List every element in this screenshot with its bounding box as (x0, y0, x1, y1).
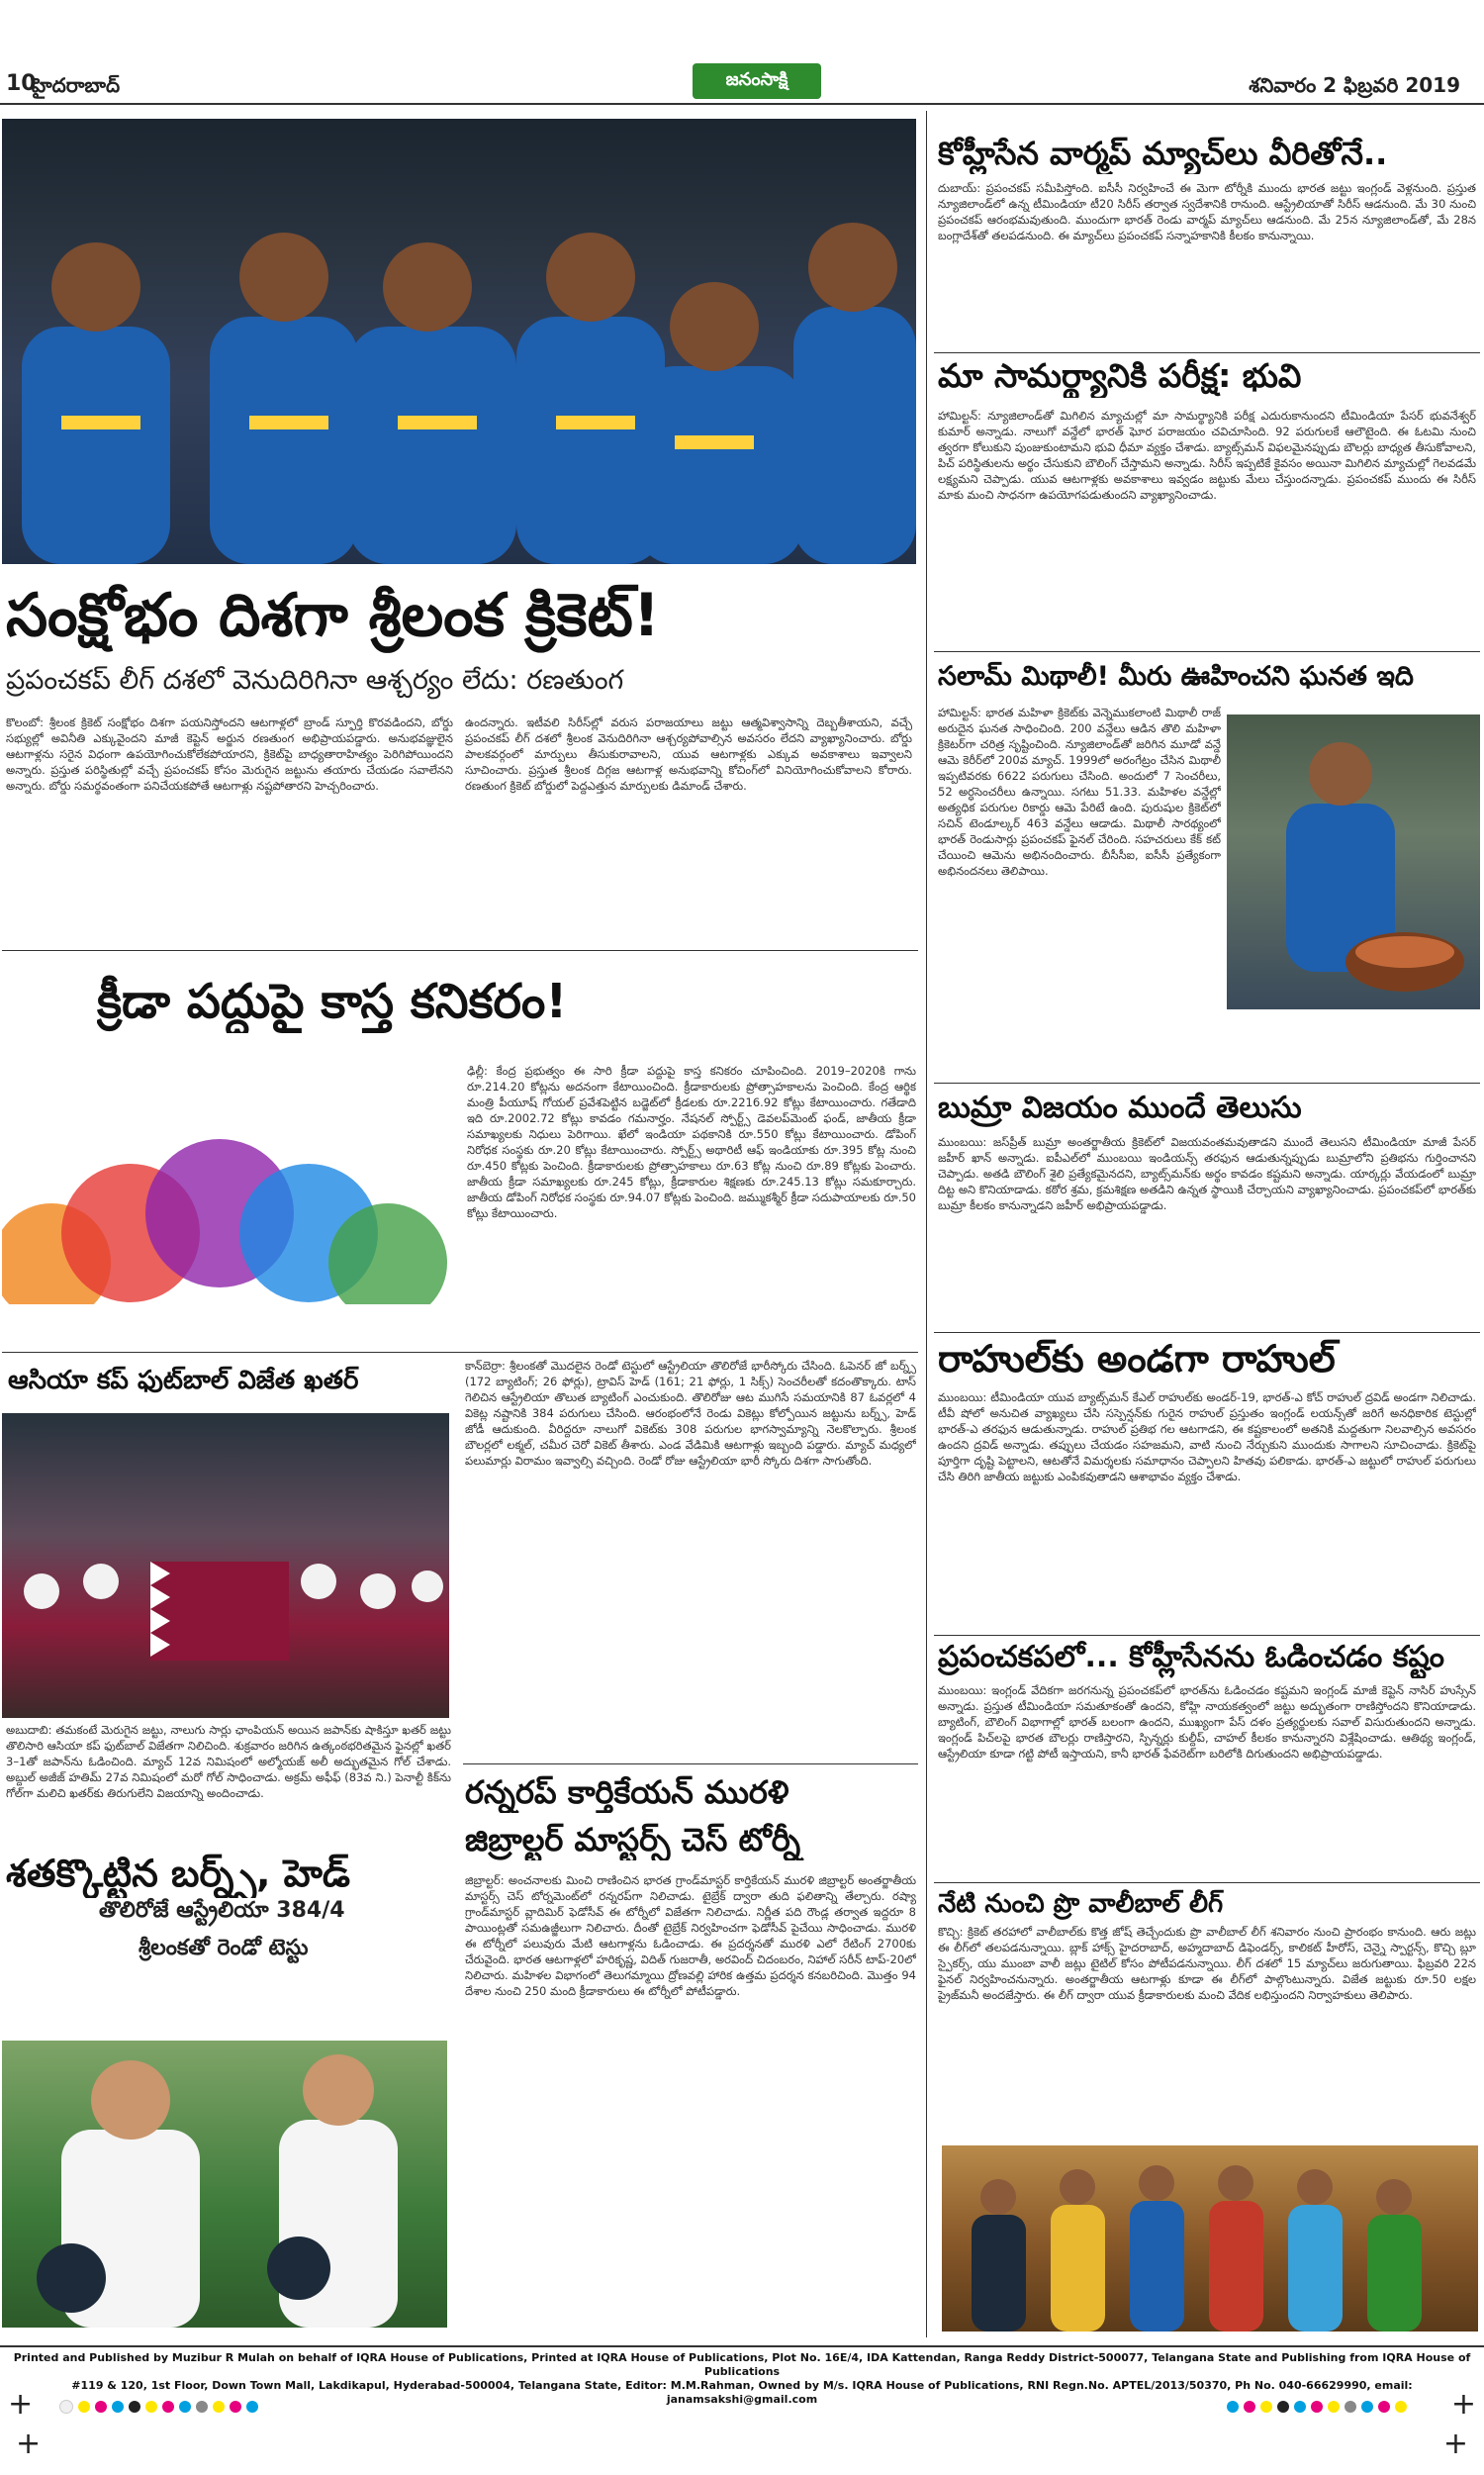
lead-story-col1: కొలంబో: శ్రీలంక క్రికెట్ సంక్షోభం దిశగా పయనిస్తోందని ఆటగాళ్లలో బ్రాండ్ స్ఫూర్తి కొరవడిందని, బోర్డు సభ్యుల్లో అవినీతి ఎక్కువైందని మాజీ కెప్టెన్ అర్జున రణతుంగ అభిప్రాయపడ్డారు. అనుభవజ్ఞులైన ఆటగాళ్లను సరైన విధంగా ఉపయోగించుకోలేకపోయారని, క్రికెట్‌పై బాధ్యతారాహిత్యం పెరిగిపోయిందని అన్నారు. ప్రస్తుత పరిస్థితుల్లో వచ్చే ప్రపంచకప్ కోసం మెరుగైన జట్టును తయారు చేయడం సవాలేనని అన్నారు. బోర్డు సమర్థవంతంగా పనిచేయకపోతే ఆటగాళ్లు నష్టపోతారని హెచ్చరించారు. (6, 715, 453, 793)
bhuvi-rule (934, 651, 1480, 652)
volleyball-players-illustration (942, 2145, 1478, 2332)
chess-rule (463, 1763, 918, 1764)
lead-rule (2, 950, 918, 951)
registration-mark-bottom-left: + (16, 2427, 42, 2461)
imprint-line-1: Printed and Published by Muzibur R Mulah on behalf of IQRA House of Publications, Printed at IQRA House of Publications, Plot No. 16E/4, IDA Kattendan, Ranga Reddy District-500077, Telangana State and Publishing from IQRA House of Publications (13, 2351, 1471, 2378)
rainbow-athletes-illustration (2, 1085, 457, 1332)
mithali-story: హామిల్టన్: భారత మహిళా క్రికెట్‌కు వెన్నెముకలాంటి మిథాలీ రాజ్ అరుదైన ఘనత సాధించింది. 200 వన్డేలు ఆడిన తొలి మహిళా క్రికెటర్‌గా చరిత్ర సృష్టించింది. న్యూజిలాండ్‌తో జరిగిన మూడో వన్డే ఆమె కెరీర్‌లో 200వ మ్యాచ్. 1999లో అరంగేట్రం చేసిన మిథాలీ ఇప్పటివరకు 6622 పరుగులు చేసింది. అందులో 7 సెంచరీలు, 52 అర్ధసెంచరీలు ఉన్నాయి. సగటు 51.33. మహిళల వన్డేల్లో అత్యధిక పరుగుల రికార్డు ఆమె పేరిటే ఉంది. పురుషుల క్రికెట్‌లో సచిన్ టెండూల్కర్ 463 వన్డేలు ఆడాడు. మిథాలీ సారథ్యంలో భారత్ రెండుసార్లు ప్రపంచకప్ ఫైనల్ చేరింది. సహచరులు కేక్ కట్ చేయించి ఆమెను అభినందించారు. బీసీసీఐ, ఐసీసీ ప్రత్యేకంగా అభినందనలు తెలిపాయి. (938, 706, 1221, 878)
qatar-celebration-illustration (2, 1413, 449, 1718)
burns-head-photo (2, 2041, 447, 2328)
batsmen-illustration (2, 2041, 447, 2328)
masthead-logo (693, 63, 821, 99)
chess-story: జిబ్రాల్టర్: అంచనాలకు మించి రాణించిన భారత గ్రాండ్‌మాస్టర్ కార్తికేయన్ మురళి జిబ్రాల్టర్ అంతర్జాతీయ మాస్టర్స్ చెస్ టోర్నమెంట్‌లో రన్నరప్‌గా నిలిచాడు. టైబ్రేక్ ద్వారా తుది ఫలితాన్ని తేల్చారు. రష్యా గ్రాండ్‌మాస్టర్ వ్లాదిమిర్ ఫెడోసీవ్ ఈ టోర్నీలో విజేతగా నిలిచాడు. నిర్ణీత పది రౌండ్ల తర్వాత ఇద్దరూ 8 పాయింట్లతో సమఉజ్జీలుగా నిలిచారు. దీంతో టైబ్రేక్ నిర్వహించగా ఫెడోసీవ్ పైచేయి సాధించాడు. మురళి ఈ టోర్నీలో పలువురు మేటి ఆటగాళ్లను ఓడించాడు. ఈ ప్రదర్శనతో మురళి ఎలో రేటింగ్ 2700కు చేరువైంది. భారత ఆటగాళ్లలో హరికృష్ణ, విదిత్ గుజరాతీ, అరవింద్ చిదంబరం, నిహాల్ సరీన్ టాప్-20లో నిలిచారు. మహిళల విభాగంలో తెలుగమ్మాయి ద్రోణవల్లి హారిక ఉత్తమ ప్రదర్శన కనబరిచింది. మొత్తం 94 దేశాల నుంచి 250 మంది క్రీడాకారులు ఈ టోర్నీలో పోటీపడ్డారు. (465, 1873, 916, 1998)
warmup-headline: కోహ్లీసేన వార్మప్ మ్యాచ్‌లు వీరితోనే.. (938, 135, 1388, 172)
edition-label: హైదరాబాద్ (32, 73, 121, 97)
kohli-wc-headline: ప్రపంచకపలో... కోహ్లీసేనను ఓడించడం కష్టం (938, 1640, 1444, 1674)
volleyball-story: కొచ్చి: క్రికెట్ తరహాలో వాలీబాల్‌కు కొత్త జోష్ తెచ్చేందుకు ప్రొ వాలీబాల్ లీగ్ శనివారం నుంచి ప్రారంభం కానుంది. ఆరు జట్లు ఈ లీగ్‌లో తలపడనున్నాయి. బ్లాక్ హాక్స్ హైదరాబాద్, అహ్మదాబాద్ డిఫెండర్స్, కాలికట్ హీరోస్, చెన్నై స్పార్టన్స్, కొచ్చి బ్లూ స్పైకర్స్, యు ముంబా వాలీ జట్లు టైటిల్ కోసం పోటీపడనున్నాయి. లీగ్ దశలో 15 మ్యాచ్‌లు జరుగుతాయి. ఫిబ్రవరి 22న ఫైనల్ నిర్వహించనున్నారు. అంతర్జాతీయ ఆటగాళ్లు కూడా ఈ లీగ్‌లో పాల్గొంటున్నారు. విజేత జట్టుకు రూ.50 లక్షల ప్రైజ్‌మనీ అందజేస్తారు. ఈ లీగ్ ద్వారా యువ క్రీడాకారులకు మంచి వేదిక లభిస్తుందని నిర్వాహకులు తెలిపారు. (938, 1925, 1476, 2002)
mithali-headline: సలామ్ మిథాలీ! మీరు ఊహించని ఘనత ఇది (938, 661, 1414, 692)
column-divider (926, 111, 927, 2337)
srilanka-players-illustration (2, 119, 916, 564)
mithali-rule (934, 1083, 1480, 1084)
budget-rule (2, 1352, 918, 1353)
lead-story-col2: ఉందన్నారు. ఇటీవలి సిరీస్‌ల్లో వరుస పరాజయాలు జట్టు ఆత్మవిశ్వాసాన్ని దెబ్బతీశాయని, వచ్చే ప్రపంచకప్ లీగ్ దశలో శ్రీలంక వెనుదిరిగినా ఆశ్చర్యపోవాల్సిన అవసరం లేదని వ్యాఖ్యానించారు. బోర్డు పాలకవర్గంలో మార్పులు తీసుకురావాలని, యువ ఆటగాళ్లకు ఎక్కువ అవకాశాలు ఇవ్వాలని సూచించారు. ప్రస్తుత శ్రీలంక దిగ్గజ ఆటగాళ్ల అనుభవాన్ని కోచింగ్‌లో వినియోగించుకోవాలని కోరారు. రణతుంగ క్రికెట్ బోర్డులో పెద్దఎత్తున మార్పులకు డిమాండ్ చేశారు. (465, 715, 912, 793)
bhuvi-headline: మా సామర్థ్యానికి పరీక్ష: భువి (938, 356, 1302, 395)
page-date: శనివారం 2 ఫిబ్రవరి 2019 (1249, 73, 1460, 97)
page-header (0, 0, 1484, 109)
kohli-wc-rule (934, 1882, 1480, 1883)
volleyball-players-photo (942, 2145, 1478, 2332)
bumrah-story: ముంబయి: జస్‌ప్రీత్ బుమ్రా అంతర్జాతీయ క్రికెట్‌లో విజయవంతమవుతాడని ముందే తెలుసని టీమిండియా మాజీ పేసర్ జహీర్ ఖాన్ అన్నాడు. ఐపీఎల్‌లో ముంబయి ఇండియన్స్ తరఫున ఆడుతున్నప్పుడు బుమ్రాలోని ప్రతిభను గుర్తించానని చెప్పాడు. అతడి బౌలింగ్ శైలి ప్రత్యేకమైనదని, బ్యాట్స్‌మన్‌కు అర్థం కావడం కష్టమని అన్నాడు. యార్కర్లు వేయడంలో బుమ్రా దిట్ట అని కొనియాడాడు. కఠోర శ్రమ, క్రమశిక్షణ అతడిని ఉన్నత స్థాయికి చేర్చాయని వ్యాఖ్యానించాడు. ప్రపంచకప్‌లో భారత్‌కు బుమ్రా కీలకం కానున్నాడని జహీర్ అభిప్రాయపడ్డాడు. (938, 1135, 1476, 1212)
budget-story: ఢిల్లీ: కేంద్ర ప్రభుత్వం ఈ సారి క్రీడా పద్దుపై కాస్త కనికరం చూపించింది. 2019–2020కి గాను రూ.214.20 కోట్లను అదనంగా కేటాయించింది. క్రీడాకారులకు ప్రోత్సాహకాలను పెంచింది. కేంద్ర ఆర్థిక మంత్రి పీయూష్ గోయల్ ప్రవేశపెట్టిన బడ్జెట్‌లో క్రీడలకు రూ.2216.92 కోట్లు కేటాయించారు. గతేడాది ఇది రూ.2002.72 కోట్లు కావడం గమనార్హం. నేషనల్ స్పోర్ట్స్ డెవలప్‌మెంట్ ఫండ్, జాతీయ క్రీడా సమాఖ్యలకు నిధులు పెరిగాయి. ఖేలో ఇండియా పథకానికి రూ.550 కోట్లు కేటాయించారు. డోపింగ్ నిరోధక సంస్థకు రూ.20 కోట్లు కేటాయించారు. స్పోర్ట్స్ అథారిటీ ఆఫ్ ఇండియాకు రూ.395 కోట్ల నుంచి రూ.450 కోట్లకు పెంచింది. క్రీడాకారులకు ప్రోత్సాహకాలు రూ.63 కోట్ల నుంచి రూ.89 కోట్లకు పెంచారు. జాతీయ క్రీడా సమాఖ్యలకు రూ.245 కోట్లు, క్రీడాకారుల శిక్షణకు రూ.245.13 కోట్లు సమకూర్చారు. జాతీయ డోపింగ్ నిరోధక సంస్థకు రూ.94.07 కోట్లకు పెంచింది. జమ్ముకశ్మీర్ క్రీడా సదుపాయాలకు రూ.50 కోట్లు కేటాయించారు. (467, 1064, 916, 1220)
lead-subhead: ప్రపంచకప్ లీగ్ దశలో వెనుదిరిగినా ఆశ్చర్యం లేదు: రణతుంగ (6, 665, 624, 696)
registration-mark-bottom-right: + (1442, 2427, 1468, 2461)
rahul-story: ముంబయి: టీమిండియా యువ బ్యాట్స్‌మన్ కేఎల్ రాహుల్‌కు అండర్-19, భారత్-ఎ కోచ్ రాహుల్ ద్రవిడ్ అండగా నిలిచాడు. టీవీ షోలో అనుచిత వ్యాఖ్యలు చేసి సస్పెన్షన్‌కు గురైన రాహుల్ ప్రస్తుతం ఇంగ్లండ్ లయన్స్‌తో జరిగే అనధికారిక టెస్టుల్లో భారత్-ఎ తరఫున ఆడుతున్నాడు. రాహుల్ ప్రతిభ గల ఆటగాడని, ఈ కష్టకాలంలో అతనికి మద్దతుగా నిలవాల్సిన అవసరం ఉందని ద్రవిడ్ అన్నాడు. తప్పులు చేయడం సహజమని, వాటి నుంచి నేర్చుకుని ముందుకు సాగాలని సూచించాడు. క్రికెట్‌పై పూర్తిగా దృష్టి పెట్టాలని, ఆటతోనే విమర్శలకు సమాధానం చెప్పాలని హితవు పలికాడు. భారత్-ఎ జట్టులో రాహుల్ పరుగులు చేసి తిరిగి జాతీయ జట్టుకు ఎంపికవుతాడని ఆశాభావం వ్యక్తం చేశాడు. (938, 1390, 1476, 1483)
qatar-team-photo (2, 1413, 449, 1718)
chess-headline-1: రన్నరప్ కార్తికేయన్ మురళి (465, 1773, 789, 1811)
kohli-wc-story: ముంబయి: ఇంగ్లండ్ వేదికగా జరగనున్న ప్రపంచకప్‌లో భారత్‌ను ఓడించడం కష్టమని ఇంగ్లండ్ మాజీ కెప్టెన్ నాసిర్ హుస్సేన్ అన్నాడు. ప్రస్తుత టీమిండియా సమతూకంతో ఉందని, కోహ్లి నాయకత్వంలో జట్టు అద్భుతంగా రాణిస్తోందని కొనియాడాడు. బ్యాటింగ్, బౌలింగ్ విభాగాల్లో భారత్ బలంగా ఉందని, ముఖ్యంగా పేస్ దళం ప్రత్యర్థులకు సవాల్ విసురుతుందని అన్నాడు. ఇంగ్లండ్ పిచ్‌లపై భారత బౌలర్లు రాణిస్తారని, స్పిన్నర్లు కుల్దీప్, చాహల్ కీలకం కానున్నారని విశ్లేషించాడు. ఆతిథ్య ఇంగ్లండ్, ఆస్ట్రేలియా కూడా గట్టి పోటీ ఇస్తాయని, కానీ భారత్ ఫేవరెట్‌గా బరిలోకి దిగుతుందని అభిప్రాయపడ్డాడు. (938, 1683, 1476, 1761)
bhuvi-story: హామిల్టన్: న్యూజిలాండ్‌తో మిగిలిన మ్యాచుల్లో మా సామర్థ్యానికి పరీక్ష ఎదురుకానుందని టీమిండియా పేసర్ భువనేశ్వర్ కుమార్ అన్నాడు. నాలుగో వన్డేలో భారత్ ఘోర పరాజయం చవిచూసింది. 92 పరుగులకే ఆలౌటైంది. ఈ ఓటమి నుంచి త్వరగా కోలుకుని పుంజుకుంటామని భువి ధీమా వ్యక్తం చేశాడు. బ్యాట్స్‌మన్ విఫలమైనప్పుడు బౌలర్లు బాధ్యత తీసుకోవాలని, పిచ్ పరిస్థితులను అర్థం చేసుకుని బౌలింగ్ చేస్తామని అన్నాడు. సిరీస్ ఇప్పటికే కైవసం అయినా మిగిలిన మ్యాచుల్లో గెలవడమే లక్ష్యమని చెప్పాడు. యువ ఆటగాళ్లకు అవకాశాలు ఇవ్వడం జట్టుకు మేలు చేస్తుందన్నాడు. ప్రపంచకప్ ముందు ఈ సిరీస్ మాకు మంచి సాధనగా ఉపయోగపడుతుందని వ్యాఖ్యానించాడు. (938, 409, 1476, 502)
century-subhead-2: శ్రీలంకతో రెండో టెస్టు (139, 1936, 309, 1960)
mithali-illustration (1227, 714, 1480, 1009)
century-headline: శతక్కొట్టిన బర్న్స్, హెడ్ (6, 1852, 351, 1895)
color-registration-bar-left (59, 2399, 258, 2415)
footer-rule (0, 2345, 1484, 2347)
budget-headline: క్రీడా పద్దుపై కాస్త కనికరం! (97, 974, 568, 1029)
warmup-rule (934, 352, 1480, 353)
athletes-silhouette-image (2, 1085, 457, 1332)
imprint-footer (0, 2351, 1484, 2406)
rahul-rule (934, 1635, 1480, 1636)
page-number: 10 (6, 71, 37, 96)
srilanka-team-photo (2, 119, 916, 564)
bumrah-rule (934, 1332, 1480, 1333)
rahul-headline: రాహుల్‌కు అండగా రాహుల్ (938, 1337, 1336, 1380)
warmup-story: దుబాయ్: ప్రపంచకప్ సమీపిస్తోంది. ఐసీసీ నిర్వహించే ఈ మెగా టోర్నీకి ముందు భారత జట్టు ఇంగ్లండ్ వెళ్లనుంది. ప్రస్తుత న్యూజిలాండ్‌లో ఉన్న టీమిండియా టీ20 సిరీస్ తర్వాత స్వదేశానికి రానుంది. ఆస్ట్రేలియాతో సిరీస్ ఆడనుంది. మే 30 నుంచి ప్రపంచకప్ ఆరంభమవుతుంది. ముందుగా భారత్ రెండు వార్మప్ మ్యాచ్‌లు ఆడనుంది. మే 25న న్యూజిలాండ్‌తో, మే 28న బంగ్లాదేశ్‌తో తలపడనుంది. ఈ మ్యాచ్‌లు ప్రపంచకప్ సన్నాహకానికి కీలకం కానున్నాయి. (938, 181, 1476, 242)
registration-mark-right: + (1450, 2387, 1476, 2422)
lead-headline: సంక్షోభం దిశగా శ్రీలంక క్రికెట్! (6, 581, 661, 650)
century-subhead-1: తొలిరోజే ఆస్ట్రేలియా 384/4 (99, 1898, 345, 1923)
color-registration-bar-right (1227, 2399, 1407, 2415)
bumrah-headline: బుమ్రా విజయం ముందే తెలుసు (938, 1091, 1302, 1125)
brand-name: జనంసాక్షి (725, 68, 788, 90)
asiacup-story: అబుదాబి: తమకంటే మెరుగైన జట్టు, నాలుగు సార్లు ఛాంపియన్ అయిన జపాన్‌కు షాకిస్తూ ఖతర్ జట్టు తొలిసారి ఆసియా కప్ ఫుట్‌బాల్ విజేతగా నిలిచింది. శుక్రవారం జరిగిన ఉత్కంఠభరితమైన ఫైనల్లో ఖతర్ 3–1తో జపాన్‌ను ఓడించింది. మ్యాచ్ 12వ నిమిషంలో అల్మోయజ్ అలీ అద్భుతమైన గోల్ చేశాడు. అబ్దుల్ అజీజ్ హతిమ్ 27వ నిమిషంలో మరో గోల్ సాధించాడు. అక్రమ్ అఫీఫ్ (83వ ని.) పెనాల్టీ కిక్‌ను గోల్‌గా మలిచి ఖతర్‌కు తిరుగులేని విజయాన్ని అందించాడు. (6, 1723, 451, 1800)
volleyball-headline: నేటి నుంచి ప్రొ వాలీబాల్ లీగ్ (938, 1889, 1224, 1919)
imprint-line-2: #119 & 120, 1st Floor, Down Town Mall, Lakdikapul, Hyderabad-500004, Telangana State, Editor: M.M.Rahman, Owned by M/s. IQRA House of Publications, RNI Regn.No. APTEL/2013/50370, Ph No. 040-66629990, email: janamsakshi@gmail.com (71, 2379, 1413, 2406)
century-story: కాన్‌బెర్రా: శ్రీలంకతో మొదలైన రెండో టెస్టులో ఆస్ట్రేలియా తొలిరోజే భారీస్కోరు చేసింది. ఓపెనర్ జో బర్న్స్ (172 బ్యాటింగ్; 26 ఫోర్లు), ట్రావిస్ హెడ్ (161; 21 ఫోర్లు, 1 సిక్స్) సెంచరీలతో కదంతొక్కారు. టాస్ గెలిచిన ఆస్ట్రేలియా తొలుత బ్యాటింగ్ ఎంచుకుంది. తొలిరోజు ఆట ముగిసే సమయానికి 87 ఓవర్లలో 4 వికెట్ల నష్టానికి 384 పరుగులు చేసింది. ఆరంభంలోనే రెండు వికెట్లు కోల్పోయిన జట్టును బర్న్స్, హెడ్ జోడీ ఆదుకుంది. వీరిద్దరూ నాలుగో వికెట్‌కు 308 పరుగుల భాగస్వామ్యాన్ని నెలకొల్పారు. శ్రీలంక బౌలర్లలో లక్మల్, చమీర చెరో వికెట్ తీశారు. ఎండ వేడిమికి ఆటగాళ్లు ఇబ్బంది పడ్డారు. మ్యాచ్ మధ్యలో పలుమార్లు విరామం ఇవ్వాల్సి వచ్చింది. రెండో రోజు ఆస్ట్రేలియా భారీ స్కోరు దిశగా సాగుతోంది. (465, 1359, 916, 1468)
mithali-cake-photo (1227, 714, 1480, 1009)
header-rule (0, 103, 1484, 105)
asiacup-headline: ఆసియా కప్ ఫుట్‌బాల్ విజేత ఖతర్ (8, 1366, 359, 1395)
chess-headline-2: జిబ్రాల్టర్ మాస్టర్స్ చెస్ టోర్నీ (465, 1821, 801, 1858)
registration-mark-left: + (8, 2387, 34, 2422)
